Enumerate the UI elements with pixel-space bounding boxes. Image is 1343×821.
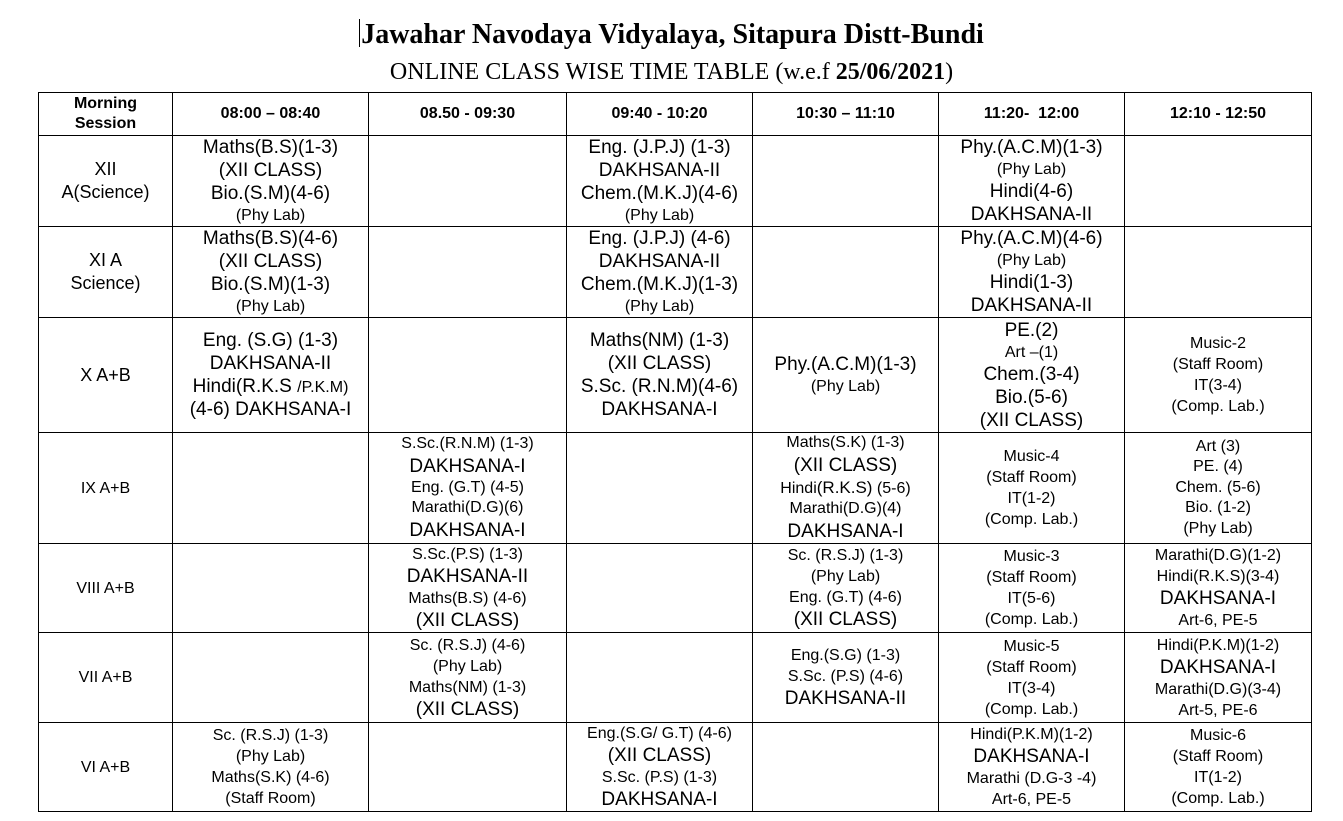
period-cell: Maths(S.K) (1-3) (XII CLASS) Hindi(R.K.S) (5-6) Marathi(D.G)(4) DAKHSANA-I [753,433,939,544]
period-cell [173,633,369,723]
school-name: Jawahar Navodaya Vidyalaya, Sitapura Distt-Bundi [361,19,984,50]
period-cell [369,318,567,433]
period-header: 09:40 - 10:20 [567,93,753,136]
timetable [38,92,1312,812]
effective-date: 25/06/2021 [835,59,946,85]
subtitle-close: ) [945,59,954,85]
period-cell [1125,136,1312,227]
class-cell: VII A+B [39,633,173,723]
period-cell: Sc. (R.S.J) (4-6) (Phy Lab) Maths(NM) (1-3) (XII CLASS) [369,633,567,723]
period-cell [567,633,753,723]
period-cell [753,227,939,318]
class-cell: VI A+B [39,723,173,812]
class-cell: VIII A+B [39,544,173,633]
period-header: 08:00 – 08:40 [173,93,369,136]
period-cell [567,544,753,633]
period-cell: S.Sc.(P.S) (1-3) DAKHSANA-II Maths(B.S) (4-6) (XII CLASS) [369,544,567,633]
period-cell: Phy.(A.C.M)(4-6) (Phy Lab) Hindi(1-3) DAKHSANA-II [939,227,1125,318]
table-row [39,227,1312,318]
period-cell: Eng. (J.P.J) (1-3) DAKHSANA-II Chem.(M.K.J)(4-6) (Phy Lab) [567,136,753,227]
period-cell: Music-3 (Staff Room) IT(5-6) (Comp. Lab.) [939,544,1125,633]
table-row [39,433,1312,544]
period-cell [173,433,369,544]
period-cell: Music-5 (Staff Room) IT(3-4) (Comp. Lab.) [939,633,1125,723]
period-cell: S.Sc.(R.N.M) (1-3) DAKHSANA-I Eng. (G.T) (4-5) Marathi(D.G)(6) DAKHSANA-I [369,433,567,544]
period-cell: Maths(NM) (1-3) (XII CLASS) S.Sc. (R.N.M)(4-6) DAKHSANA-I [567,318,753,433]
class-cell: IX A+B [39,433,173,544]
period-header: 12:10 - 12:50 [1125,93,1312,136]
period-cell: Sc. (R.S.J) (1-3) (Phy Lab) Maths(S.K) (4-6) (Staff Room) [173,723,369,812]
page-title [0,18,1343,52]
table-row [39,136,1312,227]
period-cell: Music-6 (Staff Room) IT(1-2) (Comp. Lab.) [1125,723,1312,812]
period-cell [1125,227,1312,318]
period-cell: Phy.(A.C.M)(1-3) (Phy Lab) Hindi(4-6) DAKHSANA-II [939,136,1125,227]
period-cell: Marathi(D.G)(1-2) Hindi(R.K.S)(3-4) DAKHSANA-I Art-6, PE-5 [1125,544,1312,633]
period-cell: Music-2 (Staff Room) IT(3-4) (Comp. Lab.) [1125,318,1312,433]
period-cell: Eng.(S.G) (1-3) S.Sc. (P.S) (4-6) DAKHSANA-II [753,633,939,723]
table-row [39,544,1312,633]
table-row [39,723,1312,812]
period-cell: Hindi(P.K.M)(1-2) DAKHSANA-I Marathi (D.G-3 -4) Art-6, PE-5 [939,723,1125,812]
period-cell: Music-4 (Staff Room) IT(1-2) (Comp. Lab.) [939,433,1125,544]
page-subtitle [0,57,1343,87]
period-header: 08.50 - 09:30 [369,93,567,136]
period-cell: Eng.(S.G/ G.T) (4-6) (XII CLASS) S.Sc. (P.S) (1-3) DAKHSANA-I [567,723,753,812]
period-cell: Art (3) PE. (4) Chem. (5-6) Bio. (1-2) (Phy Lab) [1125,433,1312,544]
period-header: 11:20- 12:00 [939,93,1125,136]
period-cell: Sc. (R.S.J) (1-3) (Phy Lab) Eng. (G.T) (4-6) (XII CLASS) [753,544,939,633]
period-cell: Hindi(P.K.M)(1-2) DAKHSANA-I Marathi(D.G)(3-4) Art-5, PE-6 [1125,633,1312,723]
period-cell [173,544,369,633]
table-row [39,633,1312,723]
period-cell: Maths(B.S)(1-3) (XII CLASS) Bio.(S.M)(4-6) (Phy Lab) [173,136,369,227]
period-cell: Eng. (J.P.J) (4-6) DAKHSANA-II Chem.(M.K.J)(1-3) (Phy Lab) [567,227,753,318]
period-cell [753,723,939,812]
period-cell [567,433,753,544]
class-cell: XII A(Science) [39,136,173,227]
period-cell [369,227,567,318]
period-cell [369,136,567,227]
period-cell: Eng. (S.G) (1-3) DAKHSANA-II Hindi(R.K.S /P.K.M) (4-6) DAKHSANA-I [173,318,369,433]
class-cell: X A+B [39,318,173,433]
period-header: 10:30 – 11:10 [753,93,939,136]
header-row [39,93,1312,136]
class-cell: XI A Science) [39,227,173,318]
period-cell: PE.(2) Art –(1) Chem.(3-4) Bio.(5-6) (XII CLASS) [939,318,1125,433]
session-header: Morning Session [39,93,173,136]
period-cell: Maths(B.S)(4-6) (XII CLASS) Bio.(S.M)(1-3) (Phy Lab) [173,227,369,318]
period-cell [753,136,939,227]
subtitle-text: ONLINE CLASS WISE TIME TABLE (w.e.f [389,59,836,85]
period-cell: Phy.(A.C.M)(1-3) (Phy Lab) [753,318,939,433]
table-row [39,318,1312,433]
period-cell [369,723,567,812]
